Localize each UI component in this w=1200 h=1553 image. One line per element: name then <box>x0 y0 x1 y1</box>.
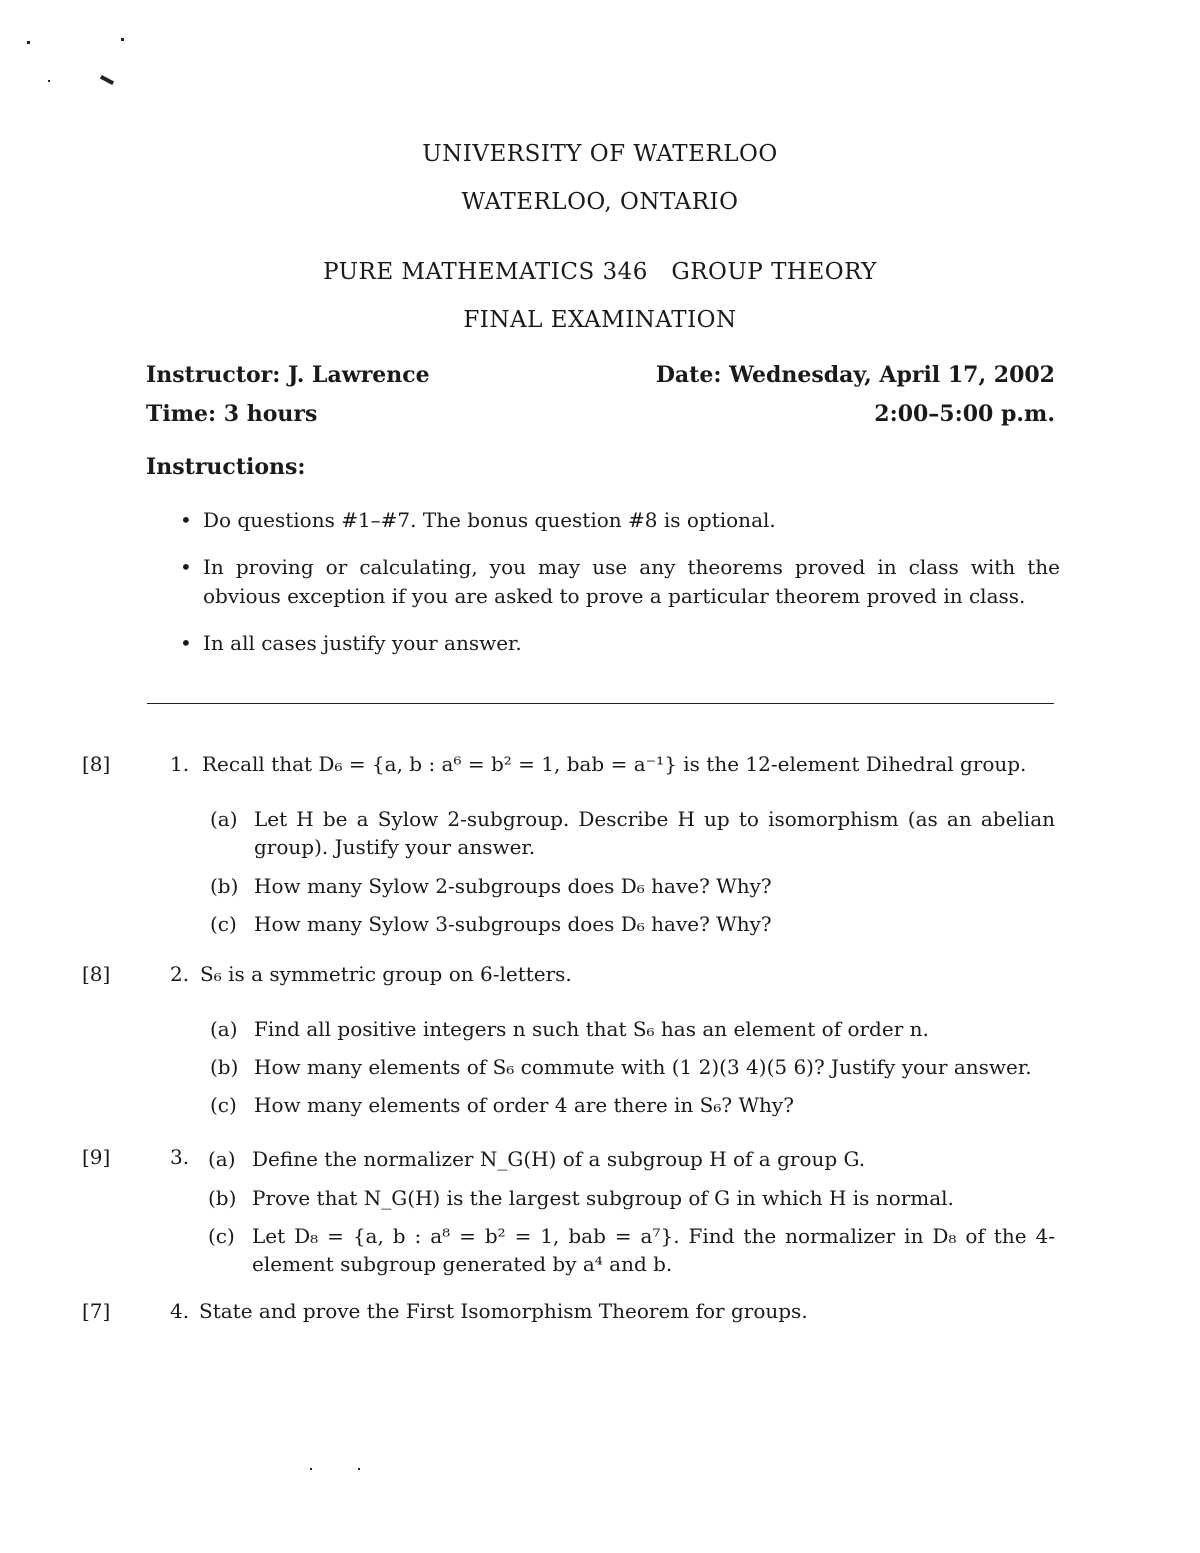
bullet-icon: • <box>180 555 192 579</box>
part-label: (b) <box>208 1186 237 1210</box>
question-marks: [8] <box>82 962 111 986</box>
part-label: (a) <box>210 1017 238 1041</box>
part-text: How many elements of order 4 are there in S₆? Why? <box>254 1093 794 1117</box>
exam-title: FINAL EXAMINATION <box>463 307 737 333</box>
part-text: Find all positive integers n such that S₆ has an element of order n. <box>254 1017 929 1041</box>
scan-speck <box>27 41 30 44</box>
part-text: How many Sylow 2-subgroups does D₆ have? Why? <box>254 874 772 898</box>
scan-speck <box>310 1468 312 1470</box>
part-label: (a) <box>208 1147 236 1171</box>
course-title: PURE MATHEMATICS 346 GROUP THEORY <box>323 259 877 285</box>
instruction-text: In all cases justify your answer. <box>203 631 522 655</box>
part-label: (b) <box>210 1055 239 1079</box>
part-text: Define the normalizer N_G(H) of a subgroup H of a group G. <box>252 1147 866 1171</box>
question-number: 4. <box>170 1299 190 1323</box>
exam-hours: 2:00–5:00 p.m. <box>874 401 1055 427</box>
part-label: (c) <box>208 1224 235 1248</box>
question-marks: [8] <box>82 752 111 776</box>
instructor-label: Instructor: J. Lawrence <box>146 362 430 388</box>
instruction-text: Do questions #1–#7. The bonus question #8 is optional. <box>203 508 776 532</box>
question-number: 3. <box>170 1145 190 1169</box>
question-number: 2. <box>170 962 190 986</box>
university-name: UNIVERSITY OF WATERLOO <box>422 141 778 167</box>
question-marks: [7] <box>82 1299 111 1323</box>
part-label: (b) <box>210 874 239 898</box>
instructions-title: Instructions: <box>146 454 306 480</box>
scan-speck <box>100 75 114 85</box>
university-location: WATERLOO, ONTARIO <box>461 189 739 215</box>
scan-speck <box>358 1468 360 1470</box>
question-text: S₆ is a symmetric group on 6-letters. <box>200 962 572 986</box>
exam-duration: Time: 3 hours <box>146 401 318 427</box>
part-text: Prove that N_G(H) is the largest subgroup of G in which H is normal. <box>252 1186 954 1210</box>
part-text: Let D₈ = {a, b : a⁸ = b² = 1, bab = a⁷}. Find the normalizer in D₈ of the 4-element subgroup generated by a⁴ and b. <box>252 1224 1055 1276</box>
question-number: 1. <box>170 752 190 776</box>
instruction-text: In proving or calculating, you may use any theorems proved in class with the obvious exception if you are asked to prove a particular theorem proved in class. <box>203 555 1060 608</box>
part-label: (c) <box>210 912 237 936</box>
bullet-icon: • <box>180 631 192 655</box>
scan-speck <box>48 80 50 82</box>
part-label: (c) <box>210 1093 237 1117</box>
question-text: Recall that D₆ = {a, b : a⁶ = b² = 1, bab = a⁻¹} is the 12-element Dihedral group. <box>202 752 1027 776</box>
question-marks: [9] <box>82 1145 111 1169</box>
part-label: (a) <box>210 807 238 831</box>
part-text: How many elements of S₆ commute with (1 2)(3 4)(5 6)? Justify your answer. <box>254 1055 1032 1079</box>
scan-speck <box>121 38 124 41</box>
part-text: How many Sylow 3-subgroups does D₆ have? Why? <box>254 912 772 936</box>
exam-date: Date: Wednesday, April 17, 2002 <box>655 362 1055 388</box>
question-text: State and prove the First Isomorphism Theorem for groups. <box>199 1299 808 1323</box>
part-text: Let H be a Sylow 2-subgroup. Describe H up to isomorphism (as an abelian group). Justify your answer. <box>254 807 1055 859</box>
section-divider <box>147 703 1054 704</box>
bullet-icon: • <box>180 508 192 532</box>
